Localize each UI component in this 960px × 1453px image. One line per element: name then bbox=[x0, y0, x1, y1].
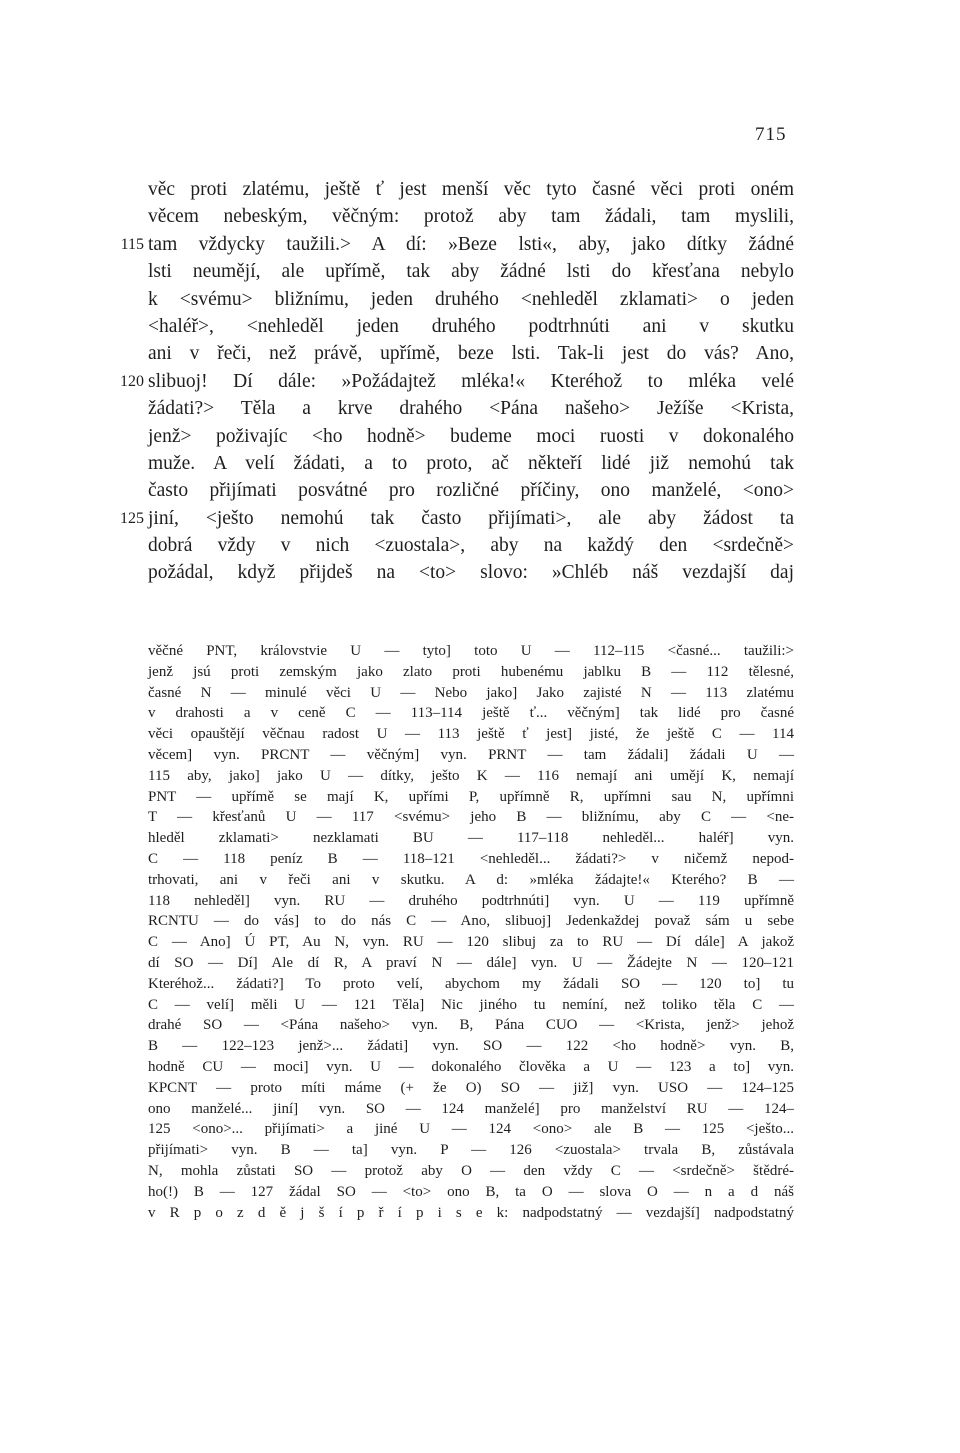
main-text-line-content: věcem nebeským, věčným: protož aby tam žádali, tam myslili, bbox=[148, 206, 794, 228]
main-text-line-content: lsti neumějí, ale upřímě, tak aby žádné lsti do křesťana nebylo bbox=[148, 261, 794, 283]
apparatus-line: C — 118 peníz B — 118–121 <nehleděl... žádati?> v ničemž nepod- bbox=[148, 850, 794, 867]
main-text-line bbox=[148, 559, 794, 586]
apparatus-line: dí SO — Dí] Ale dí R, A praví N — dále] vyn. U — Žádejte N — 120–121 bbox=[148, 954, 794, 971]
main-text-line bbox=[148, 286, 794, 313]
apparatus-line: ho(!) B — 127 žádal SO — <to> ono B, ta O — slova O — n a d náš bbox=[148, 1183, 794, 1200]
main-text-line bbox=[148, 313, 794, 340]
main-text-line-content: dobrá vždy v nich <zuostala>, aby na každý den <srdečně> bbox=[148, 535, 794, 557]
main-text-line bbox=[148, 423, 794, 450]
main-text-line bbox=[120, 505, 794, 532]
main-text-line-content: <haléř>, <nehleděl jeden druhého podtrhnúti ani v skutku bbox=[148, 315, 794, 337]
apparatus-line: věci opauštějí věčnau radost U — 113 ještě ť jest] jisté, že ještě C — 114 bbox=[148, 726, 794, 743]
main-text-line-content: tam vždycky taužili.> A dí: »Beze lsti«, aby, jako dítky žádné bbox=[148, 233, 794, 255]
apparatus-line: C — Ano] Ú PT, Au N, vyn. RU — 120 slibuj za to RU — Dí dále] A jakož bbox=[148, 934, 794, 951]
apparatus-line: jenž jsú proti zemským jako zlato proti hubenému jablku B — 112 tělesné, bbox=[148, 663, 794, 680]
main-text-line bbox=[120, 231, 794, 258]
main-text-line-content: k <svému> bližnímu, jeden druhého <nehleděl zklamati> o jeden bbox=[148, 288, 794, 310]
main-text-line-content: slibuoj! Dí dále: »Požádajtež mléka!« Kteréhož to mléka velé bbox=[148, 370, 794, 392]
main-text-line-content: muže. A velí žádati, a to proto, ač někteří lidé již nemohú tak bbox=[148, 452, 794, 474]
main-text-line bbox=[148, 176, 794, 203]
main-text-line-content: často přijímati posvátné pro rozličné příčiny, ono manželé, <ono> bbox=[148, 480, 794, 502]
critical-apparatus bbox=[148, 641, 794, 1223]
main-text-line bbox=[148, 532, 794, 559]
apparatus-line: B — 122–123 jenž>... žádati] vyn. SO — 122 <ho hodně> vyn. B, bbox=[148, 1038, 794, 1055]
apparatus-line: RCNTU — do vás] to do nás C — Ano, slibuoj] Jedenkaždej považ sám u sebe bbox=[148, 913, 794, 930]
main-text-line-content: jenž> poživajíc <ho hodně> budeme moci ruosti v dokonalého bbox=[148, 425, 794, 447]
apparatus-line: 125 <ono>... přijímati> a jiné U — 124 <ono> ale B — 125 <ješto... bbox=[148, 1121, 794, 1138]
main-text-line bbox=[148, 450, 794, 477]
main-text-line bbox=[148, 340, 794, 367]
main-text-line bbox=[148, 477, 794, 504]
main-text-line-content: požádal, když přijdeš na <to> slovo: »Chléb náš vezdajší daj bbox=[148, 562, 794, 584]
apparatus-line: přijímati> vyn. B — ta] vyn. P — 126 <zuostala> trvala B, zůstávala bbox=[148, 1142, 794, 1159]
apparatus-line: PNT — upřímě se mají K, upřími P, upřímně R, upřímni sau N, upřímni bbox=[148, 788, 794, 805]
apparatus-line: hodně CU — moci] vyn. U — dokonalého člověka a U — 123 a to] vyn. bbox=[148, 1058, 794, 1075]
apparatus-line: C — velí] měli U — 121 Těla] Nic jiného tu nemíní, než toliko těla C — bbox=[148, 996, 794, 1013]
main-text-line bbox=[148, 203, 794, 230]
apparatus-line: věcem] vyn. PRCNT — věčným] vyn. PRNT — tam žádali] žádali U — bbox=[148, 746, 794, 763]
apparatus-line: věčné PNT, královstvie U — tyto] toto U — 112–115 <časné... taužili:> bbox=[148, 643, 794, 659]
apparatus-line: v R p o z d ě j š í p ř í p i s e k: nadpodstatný — vezdajší] nadpodstatný bbox=[148, 1204, 794, 1221]
apparatus-line: 115 aby, jako] jako U — dítky, ješto K — 116 nemají ani umějí K, nemají bbox=[148, 767, 794, 784]
apparatus-line: N, mohla zůstati SO — protož aby O — den vždy C — <srdečně> štědré- bbox=[148, 1162, 794, 1179]
line-number: 115 bbox=[120, 235, 144, 253]
main-text-line bbox=[148, 395, 794, 422]
apparatus-line: ono manželé... jiní] vyn. SO — 124 manželé] pro manželství RU — 124– bbox=[148, 1100, 794, 1117]
apparatus-line: KPCNT — proto míti máme (+ že O) SO — již] vyn. USO — 124–125 bbox=[148, 1079, 794, 1096]
apparatus-line: trhovati, ani v řeči ani v skutku. A d: »mléka žádajte!« Kterého? B — bbox=[148, 871, 794, 888]
line-number: 120 bbox=[120, 372, 144, 390]
apparatus-line: časné N — minulé věci U — Nebo jako] Jako zajisté N — 113 zlatému bbox=[148, 684, 794, 701]
main-text-line-content: věc proti zlatému, ještě ť jest menší věc tyto časné věci proti oném bbox=[148, 179, 794, 200]
main-text-line bbox=[120, 368, 794, 395]
apparatus-line: 118 nehleděl] vyn. RU — druhého podtrhnúti] vyn. U — 119 upřímně bbox=[148, 892, 794, 909]
apparatus-line: Kteréhož... žádati?] To proto velí, abychom my žádali SO — 120 to] tu bbox=[148, 975, 794, 992]
main-text-line-content: ani v řeči, než právě, upřímě, beze lsti. Tak-li jest do vás? Ano, bbox=[148, 343, 794, 365]
main-text-line-content: jiní, <ješto nemohú tak často přijímati>, ale aby žádost ta bbox=[148, 507, 794, 529]
main-text bbox=[120, 176, 794, 587]
apparatus-line: T — křesťanů U — 117 <svému> jeho B — bližnímu, aby C — <ne- bbox=[148, 809, 794, 826]
apparatus-line: v drahosti a v ceně C — 113–114 ještě ť... věčným] tak lidé pro časné bbox=[148, 705, 794, 722]
apparatus-line: drahé SO — <Pána našeho> vyn. B, Pána CUO — <Krista, jenž> jehož bbox=[148, 1017, 794, 1034]
main-text-line bbox=[148, 258, 794, 285]
line-number: 125 bbox=[120, 509, 144, 527]
apparatus-line: hleděl zklamati> nezklamati BU — 117–118 nehleděl... haléř] vyn. bbox=[148, 830, 794, 847]
page-number: 715 bbox=[755, 124, 787, 145]
main-text-line-content: žádati?> Těla a krve drahého <Pána našeho> Ježíše <Krista, bbox=[148, 398, 794, 420]
